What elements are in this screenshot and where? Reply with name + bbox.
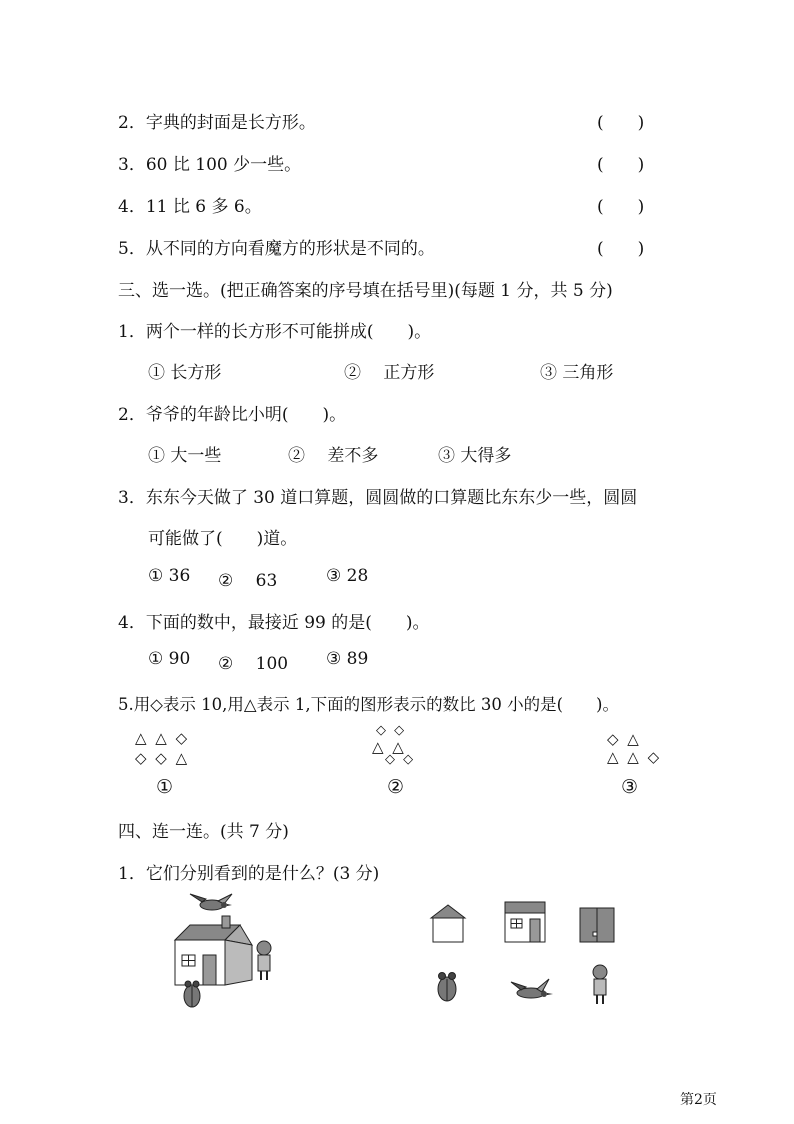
view-top-house-icon[interactable]: [429, 903, 467, 943]
shape-label-1[interactable]: ①: [156, 776, 174, 798]
choice-q3-cont: 可能做了( )道。: [148, 529, 298, 549]
q4-option-2[interactable]: ② 100: [218, 654, 289, 674]
q2-option-2[interactable]: ② 差不多: [288, 446, 379, 466]
shape-group-1-row2: ◇ ◇ △: [135, 749, 190, 767]
girl-viewer-icon[interactable]: [588, 963, 612, 1005]
q4-option-3[interactable]: ③ 89: [326, 649, 369, 669]
q1-option-1[interactable]: ① 长方形: [148, 363, 222, 383]
shape-group-2-row2: △ △: [372, 738, 406, 756]
shape-group-2-row3: ◇ ◇: [385, 752, 416, 767]
answer-paren-4[interactable]: ( ): [597, 197, 645, 217]
shape-group-1-row1: △ △ ◇: [135, 729, 190, 747]
answer-paren-5[interactable]: ( ): [597, 239, 645, 259]
choice-q3: 3．东东今天做了 30 道口算题，圆圆做的口算题比东东少一些，圆圆: [118, 488, 638, 508]
judge-item-2: 2．字典的封面是长方形。: [118, 113, 316, 133]
q3-option-2[interactable]: ② 63: [218, 571, 278, 591]
bird-icon: [190, 894, 232, 910]
bird-viewer-icon[interactable]: [509, 976, 555, 1004]
shape-label-3[interactable]: ③: [621, 776, 639, 798]
view-side-house-icon[interactable]: [578, 906, 616, 944]
shape-group-2-row1: ◇ ◇: [376, 723, 407, 738]
choice-q2: 2．爷爷的年龄比小明( )。: [118, 405, 347, 425]
judge-item-3: 3．60 比 100 少一些。: [118, 155, 302, 175]
page-number: 第2页: [680, 1092, 717, 1108]
q3-option-1[interactable]: ① 36: [148, 566, 191, 586]
beetle-viewer-icon[interactable]: [434, 970, 460, 1002]
shape-group-3-row1: ◇ △: [607, 730, 641, 748]
q1-option-3[interactable]: ③ 三角形: [540, 363, 614, 383]
q4-option-1[interactable]: ① 90: [148, 649, 191, 669]
q3-option-3[interactable]: ③ 28: [326, 566, 369, 586]
shape-label-2[interactable]: ②: [387, 776, 405, 798]
house-scene: [160, 890, 290, 1015]
answer-paren-3[interactable]: ( ): [597, 155, 645, 175]
q1-option-2[interactable]: ② 正方形: [344, 363, 435, 383]
view-front-house-icon[interactable]: [503, 900, 547, 943]
choice-q5: 5.用◇表示 10,用△表示 1,下面的图形表示的数比 30 小的是( )。: [118, 695, 619, 714]
section4-title: 四、连一连。(共 7 分): [118, 822, 289, 842]
q2-option-1[interactable]: ① 大一些: [148, 446, 222, 466]
door-icon: [203, 955, 216, 985]
shape-group-3-row2: △ △ ◇: [607, 748, 662, 766]
match-q1: 1．它们分别看到的是什么？(3 分): [118, 864, 380, 884]
q2-option-3[interactable]: ③ 大得多: [438, 446, 512, 466]
girl-icon: [257, 941, 271, 980]
choice-q1: 1．两个一样的长方形不可能拼成( )。: [118, 322, 432, 342]
judge-item-4: 4．11 比 6 多 6。: [118, 197, 262, 217]
answer-paren-2[interactable]: ( ): [597, 113, 645, 133]
section3-title: 三、选一选。(把正确答案的序号填在括号里)(每题 1 分，共 5 分): [118, 281, 613, 301]
beetle-icon: [184, 981, 200, 1007]
judge-item-5: 5．从不同的方向看魔方的形状是不同的。: [118, 239, 435, 259]
choice-q4: 4．下面的数中，最接近 99 的是( )。: [118, 613, 430, 633]
